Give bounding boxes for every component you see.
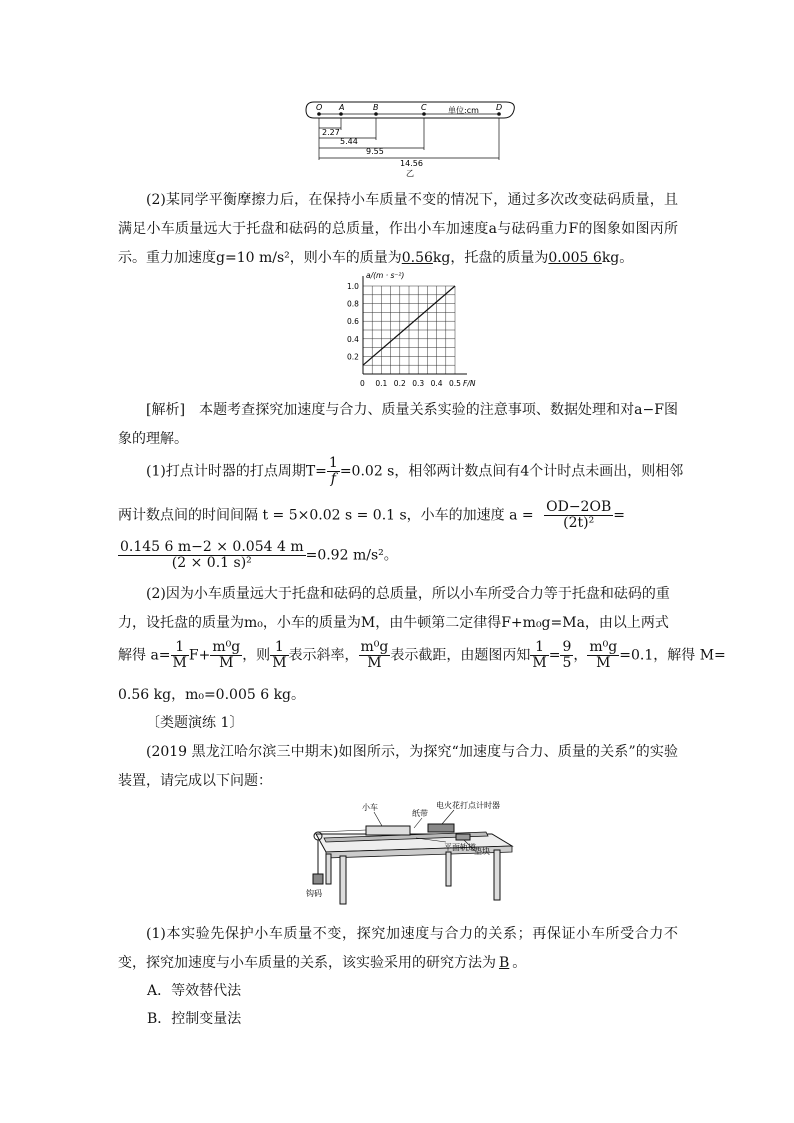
answer-q1: B [499, 955, 510, 971]
answer-mass: 0.56 [401, 250, 433, 266]
tape-figure [300, 96, 520, 178]
tape-caption: 乙 [406, 169, 414, 178]
table-legs [326, 850, 500, 904]
x-tick-label: 0.3 [412, 379, 425, 388]
chart-grid [363, 276, 467, 374]
chart-xlabel: F/N [463, 379, 476, 388]
label-block: 垫块 [474, 847, 490, 856]
x-tick-label: 0.4 [430, 379, 443, 388]
tape-label-a: A [339, 103, 345, 112]
analysis-tag: [解析] [146, 402, 186, 418]
y-tick-label: 0.8 [347, 299, 359, 309]
y-tick-label: 1.0 [347, 282, 359, 291]
cart [366, 826, 410, 835]
option-a: A．等效替代法 [147, 983, 242, 999]
step1-line1: (1)打点计时器的打点周期T= $\frac{1}{f}$ =0.02 s，相邻两计数点间有4个计时点未画出，则相邻 [146, 455, 684, 487]
analysis-intro: [解析] 本题考查探究加速度与合力、质量关系实验的注意事项、数据处理和对a−F图象的理解。 [118, 402, 678, 447]
dim-oa: 2.27 [322, 128, 340, 137]
answer-tray-mass: 0.005 6 [548, 250, 602, 266]
x-tick-label: 0.1 [375, 379, 388, 388]
x-tick-label: 0.5 [449, 379, 461, 388]
y-tick-label: 0.6 [347, 317, 359, 327]
chart-ylabel: a/(m · s⁻²) [366, 271, 405, 280]
x-tick-label: 0.2 [393, 379, 406, 388]
tape-label-c: C [421, 103, 427, 112]
step2-line4: 0.56 kg，m₀=0.005 6 kg。 [118, 687, 306, 703]
y-tick-label: 0.4 [347, 334, 359, 344]
block [456, 834, 470, 840]
a-f-chart [335, 268, 495, 392]
tape-unit: 单位:cm [448, 106, 479, 115]
step1-line2: 两计数点间的时间间隔 t = 5×0.02 s = 0.1 s，小车的加速度 a = $\frac{OD-2OB}{\text{(2t)²}}$ = [118, 499, 625, 531]
step2-lines: (2)因为小车质量远大于托盘和砝码的总质量，所以小车所受合力等于托盘和砝码的重 力，设托盘的质量为m₀，小车的质量为M，由牛顿第二定律得F+m₀g=Ma，由以上两式 [118, 586, 670, 631]
label-tape: 纸带 [412, 809, 428, 818]
dim-ob: 5.44 [340, 137, 358, 146]
tape-outline [306, 102, 514, 118]
apparatus-figure [296, 796, 526, 912]
x-tick-label: 0 [360, 379, 365, 388]
drill-question-intro: (2019 黑龙江哈尔滨三中期末)如图所示，为探究“加速度与合力、质量的关系”的实验装置，请完成以下问题： [118, 744, 678, 789]
step1-line3: $\frac{0.145 6 m-2 \times 0.054 4 m}{\text{(2 × 0.1 s)²}}$ =0.92 m/s²。 [120, 539, 398, 571]
option-b: B．控制变量法 [147, 1011, 242, 1027]
label-track: 平面轨道 [444, 843, 476, 852]
y-tick-label: 0.2 [347, 352, 359, 362]
drill-heading: 〔类题演练 1〕 [146, 715, 244, 731]
timer [428, 824, 454, 832]
label-timer: 电火花打点计时器 [436, 801, 500, 810]
label-weight: 钩码 [306, 889, 322, 898]
label-cart: 小车 [362, 803, 378, 812]
question-2-text: (2)某同学平衡摩擦力后，在保持小车质量不变的情况下，通过多次改变砝码质量，且满足小车质量远大于托盘和砝码的总质量，作出小车加速度a与砝码重力F的图象如图丙所示。重力加速度g=10 m/s²，则小车的质量为0.56kg，托盘的质量为0.005 6kg。 [118, 192, 678, 266]
dim-od: 14.56 [400, 159, 423, 168]
question-1-text: (1)本实验先保护小车质量不变，探究加速度与合力的关系；再保证小车所受合力不变，探究加速度与小车质量的关系，该实验采用的研究方法为 B 。 [118, 926, 678, 971]
step2-line3: 解得 a= $\frac{1}{M}$ F+ $\frac{\text{m⁰g}}{M}$ ，则 $\frac{1}{M}$ 表示斜率， $\frac{\text{m⁰g}}{M}$ 表示截距，由题图丙知 $\frac{1}{M}$ = $\frac{9}{5}$ ， $\frac{\text{m⁰g}}{M}$ =0.1，解得 M= [118, 639, 726, 671]
dim-oc: 9.55 [366, 147, 384, 156]
tape-label-d: D [496, 103, 503, 112]
tape-label-b: B [373, 103, 379, 112]
weight [313, 874, 323, 884]
tape-label-o: O [316, 103, 323, 112]
